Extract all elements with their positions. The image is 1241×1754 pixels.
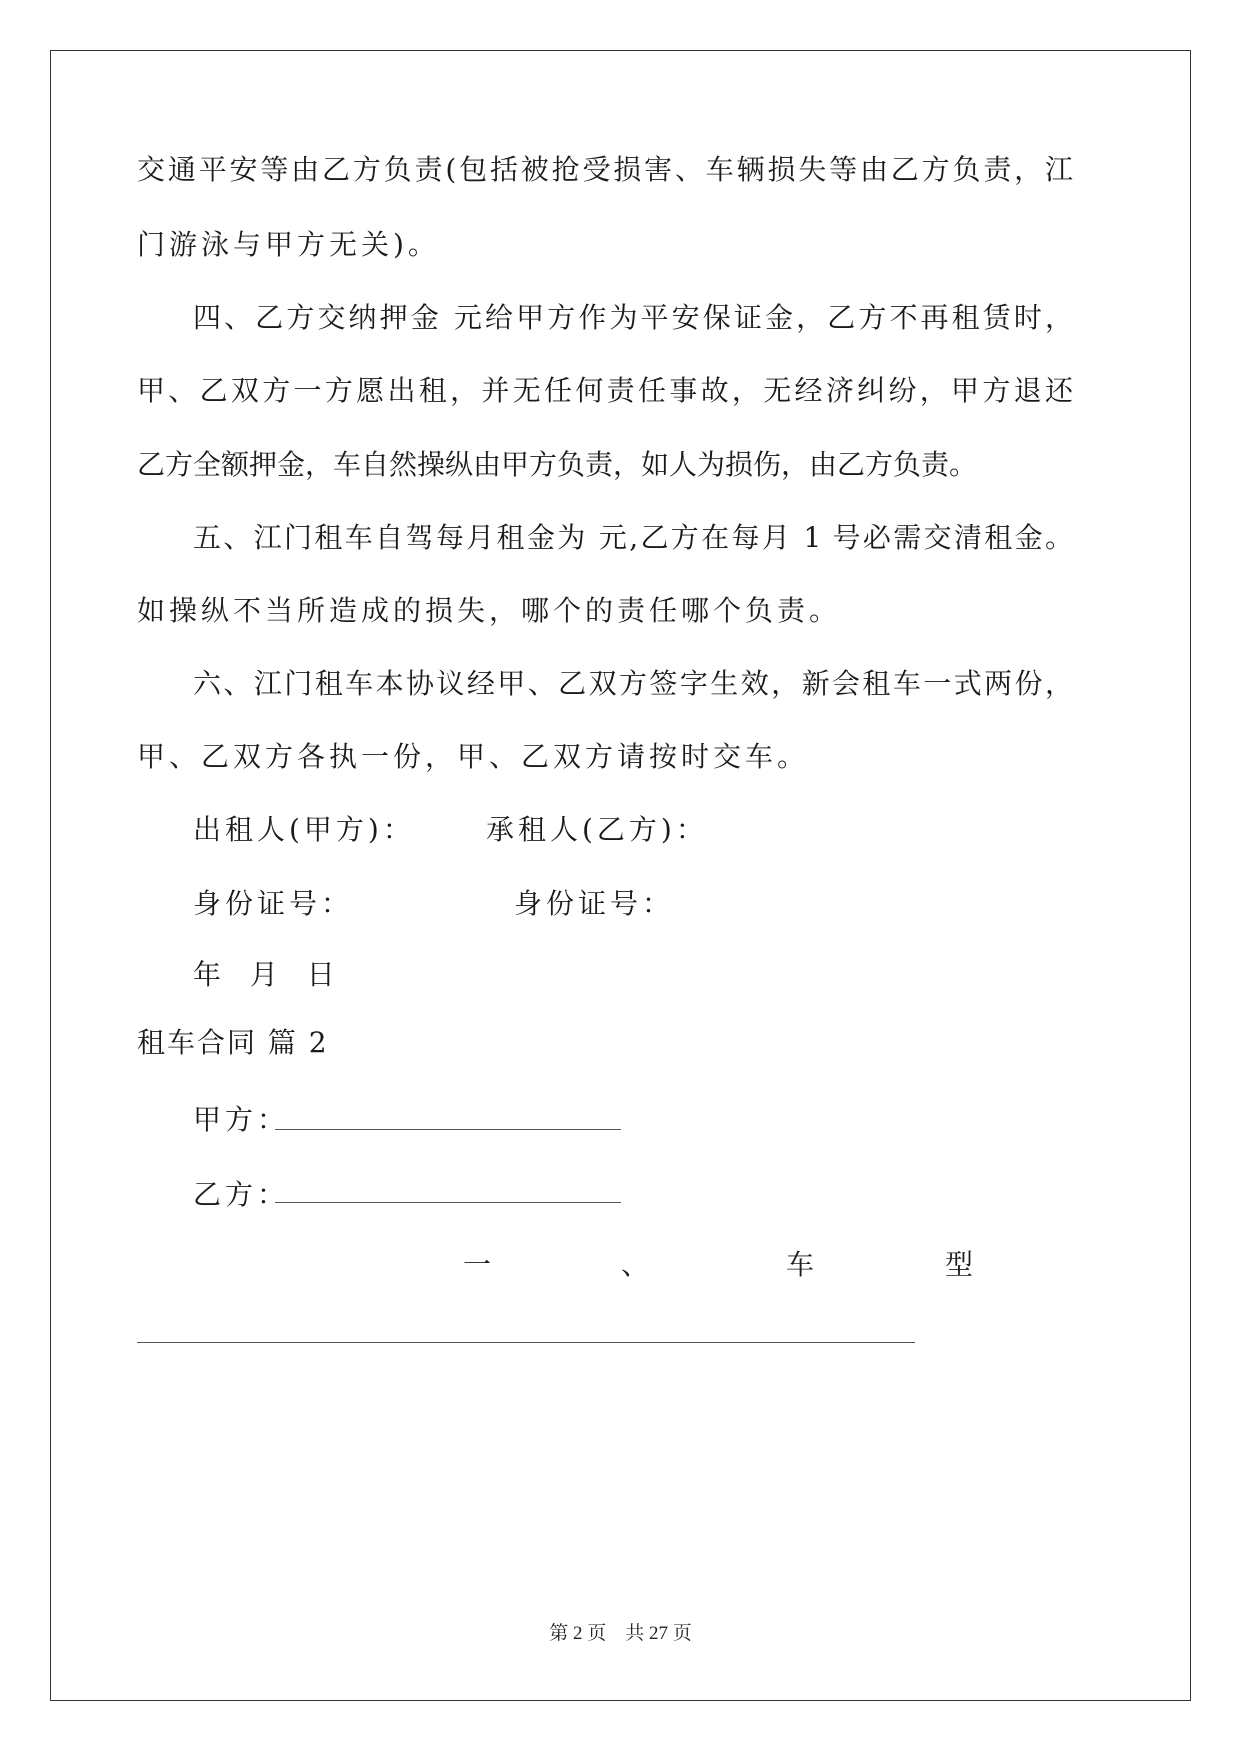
lessor-label: 出租人(甲方)： — [193, 813, 415, 846]
car-model-char: 型 — [945, 1248, 978, 1281]
clause-six-line: 六、江门租车本协议经甲、乙双方签字生效，新会租车一式两份， — [193, 667, 1073, 700]
total-pages: 共 27 页 — [625, 1623, 692, 1644]
clause-five-line: 五、江门租车自驾每月租金为 元,乙方在每月 1 号必需交清租金。 — [193, 521, 1073, 554]
lessor-id-label: 身份证号： — [193, 887, 354, 920]
car-model-char: 一 — [463, 1248, 496, 1281]
date-line: 年 月 日 — [193, 958, 345, 991]
party-b-blank — [275, 1202, 621, 1203]
car-model-char: 车 — [786, 1248, 819, 1281]
page-footer — [0, 1622, 1241, 1646]
paragraph-line: 交通平安等由乙方负责(包括被抢受损害、车辆损失等由乙方负责，江 — [137, 153, 1073, 186]
paragraph-line: 门游泳与甲方无关)。 — [137, 228, 440, 261]
paragraph-line: 甲、乙双方各执一份，甲、乙双方请按时交车。 — [137, 740, 810, 773]
section-heading: 租车合同 篇 2 — [137, 1026, 329, 1059]
page-number: 第 2 页 — [549, 1623, 607, 1644]
paragraph-line: 甲、乙双方一方愿出租，并无任何责任事故，无经济纠纷，甲方退还 — [137, 374, 1073, 407]
party-a-blank — [275, 1129, 621, 1130]
party-a-label: 甲方： — [193, 1103, 290, 1136]
car-model-blank — [137, 1342, 915, 1343]
paragraph-line: 如操纵不当所造成的损失，哪个的责任哪个负责。 — [137, 594, 842, 627]
car-model-char: 、 — [621, 1248, 654, 1281]
clause-four-line: 四、乙方交纳押金 元给甲方作为平安保证金，乙方不再租赁时， — [193, 301, 1073, 334]
lessee-label: 承租人(乙方)： — [486, 813, 708, 846]
paragraph-line: 乙方全额押金，车自然操纵由甲方负责，如人为损伤，由乙方负责。 — [137, 448, 978, 481]
lessee-id-label: 身份证号： — [514, 887, 675, 920]
party-b-label: 乙方： — [193, 1178, 290, 1211]
